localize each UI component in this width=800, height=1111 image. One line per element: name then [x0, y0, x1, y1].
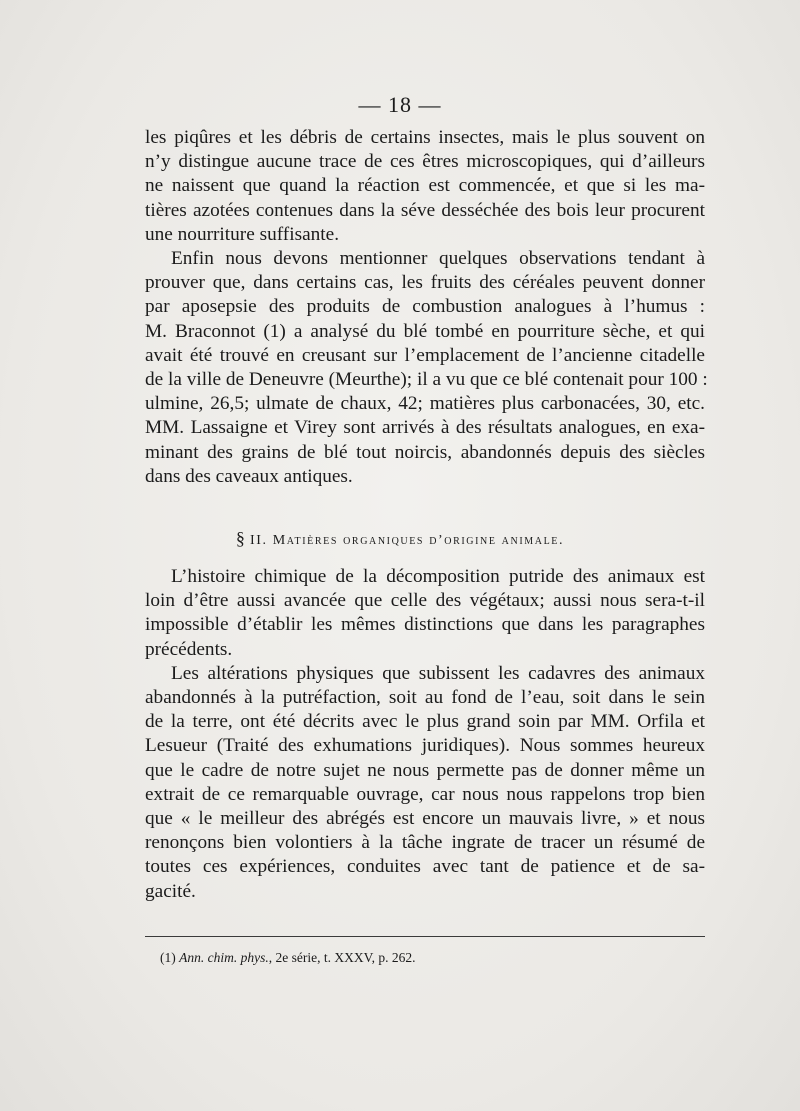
text-line: avait été trouvé en creusant sur l’emplacement de l’ancienne citadelle	[145, 344, 705, 366]
text-line: extrait de ce remarquable ouvrage, car nous nous rappelons trop bien	[145, 783, 705, 805]
text-line: Enfin nous devons mentionner quelques observations tendant à	[171, 248, 705, 270]
footnote	[160, 950, 415, 966]
text-line: impossible d’établir les mêmes distinctions que dans les paragraphes	[145, 614, 705, 636]
text-block-bottom	[145, 565, 705, 904]
text-line: Lesueur (Traité des exhumations juridiques). Nous sommes heureux	[145, 735, 705, 757]
text-line: ne naissent que quand la réaction est commencée, et que si les ma-	[145, 175, 705, 197]
section-number: II.	[250, 533, 268, 548]
text-line: dans des caveaux antiques.	[145, 465, 353, 487]
text-line: renonçons bien volontiers à la tâche ingrate de tracer un résumé de	[145, 832, 705, 854]
footnote-details: , 2e série, t. XXXV, p. 262.	[268, 950, 416, 965]
text-line: n’y distingue aucune trace de ces êtres microscopiques, qui d’ailleurs	[145, 151, 705, 173]
text-block-top	[145, 126, 708, 489]
footnote-marker: (1)	[160, 950, 176, 965]
footnote-rule	[145, 936, 705, 937]
text-line: précédents.	[145, 638, 233, 660]
text-line: toutes ces expériences, conduites avec tant de patience et de sa-	[145, 856, 705, 878]
text-line: minant des grains de blé tout noircis, abandonnés depuis des siècles	[145, 441, 705, 463]
text-line: par aposepsie des produits de combustion analogues à l’humus :	[145, 296, 705, 318]
text-line: une nourriture suffisante.	[145, 223, 340, 245]
page-number: — 18 —	[358, 92, 442, 117]
text-line: gacité.	[145, 880, 196, 902]
text-line: ulmine, 26,5; ulmate de chaux, 42; matières plus carbonacées, 30, etc.	[145, 393, 705, 415]
text-line: M. Braconnot (1) a analysé du blé tombé en pourriture sèche, et qui	[145, 320, 705, 342]
text-line: L’histoire chimique de la décomposition putride des animaux est	[171, 566, 705, 587]
text-line: que « le meilleur des abrégés est encore un mauvais livre, » et nous	[145, 808, 705, 830]
text-line: Les altérations physiques que subissent les cadavres des animaux	[171, 662, 705, 684]
section-title: Matières organiques d’origine animale.	[272, 533, 565, 548]
text-line: MM. Lassaigne et Virey sont arrivés à des résultats analogues, en exa-	[145, 417, 705, 439]
text-line: prouver que, dans certains cas, les fruits des céréales peuvent donner	[145, 272, 705, 294]
section-heading	[0, 528, 800, 549]
text-line: que le cadre de notre sujet ne nous permette pas de donner même un	[145, 759, 705, 781]
section-symbol: §	[235, 528, 245, 548]
text-line: de la terre, ont été décrits avec le plus grand soin par MM. Orfila et	[145, 711, 705, 733]
text-line: abandonnés à la putréfaction, soit au fond de l’eau, soit dans le sein	[145, 687, 705, 709]
footnote-source: Ann. chim. phys.	[179, 950, 269, 965]
text-line: de la ville de Deneuvre (Meurthe); il a vu que ce blé contenait pour 100 :	[145, 369, 708, 391]
text-line: les piqûres et les débris de certains insectes, mais le plus souvent on	[145, 127, 705, 148]
text-line: loin d’être aussi avancée que celle des végétaux; aussi nous sera-t-il	[145, 590, 705, 612]
text-line: tières azotées contenues dans la séve desséchée des bois leur procurent	[145, 199, 705, 221]
